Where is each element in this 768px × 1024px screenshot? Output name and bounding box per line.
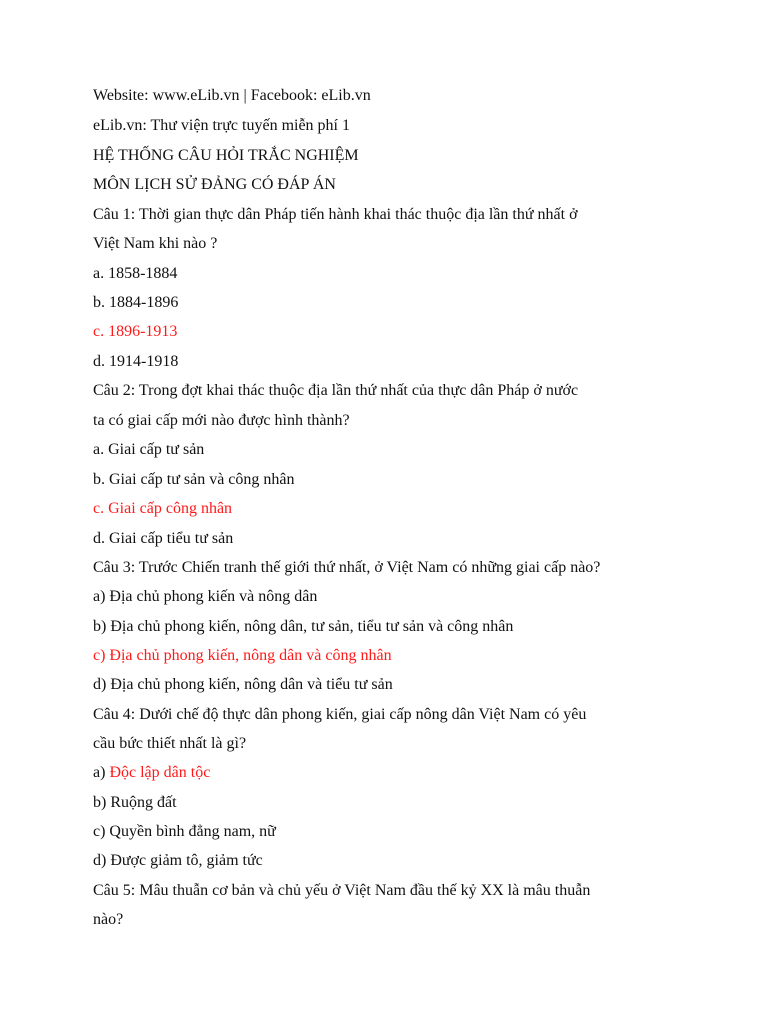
question-4-option-b: b) Ruộng đất [93,794,177,811]
question-5-line-1: Câu 5: Mâu thuẫn cơ bản và chủ yếu ở Việt Nam đầu thế kỷ XX là mâu thuẫn [93,882,591,899]
question-2-option-b: b. Giai cấp tư sản và công nhân [93,471,295,488]
question-1-option-c-correct: c. 1896-1913 [93,323,178,340]
question-3-option-d: d) Địa chủ phong kiến, nông dân và tiểu tư sản [93,676,393,693]
question-4-option-c: c) Quyền bình đẳng nam, nữ [93,823,276,840]
question-1-option-d: d. 1914-1918 [93,353,179,370]
document-title-line-2: MÔN LỊCH SỬ ĐẢNG CÓ ĐÁP ÁN [93,176,336,193]
question-4-option-d: d) Được giảm tô, giảm tức [93,852,263,869]
question-2-option-a: a. Giai cấp tư sản [93,441,205,458]
question-2-line-1: Câu 2: Trong đợt khai thác thuộc địa lần thứ nhất của thực dân Pháp ở nước [93,382,579,399]
question-3-option-b: b) Địa chủ phong kiến, nông dân, tư sản, tiểu tư sản và công nhân [93,618,514,635]
question-1-line-2: Việt Nam khi nào ? [93,235,218,252]
question-1-option-a: a. 1858-1884 [93,265,178,282]
question-4-line-1: Câu 4: Dưới chế độ thực dân phong kiến, giai cấp nông dân Việt Nam có yêu [93,706,587,723]
question-4-option-a-prefix: a) [93,764,106,781]
question-5-line-2: nào? [93,911,124,928]
website-line: Website: www.eLib.vn | Facebook: eLib.vn [93,87,371,104]
question-1-line-1: Câu 1: Thời gian thực dân Pháp tiến hành khai thác thuộc địa lần thứ nhất ở [93,206,578,223]
question-4-option-a-correct [93,763,210,783]
question-2-option-d: d. Giai cấp tiểu tư sản [93,530,234,547]
question-3-option-c-correct: c) Địa chủ phong kiến, nông dân và công nhân [93,647,392,664]
question-1-option-b: b. 1884-1896 [93,294,179,311]
library-line: eLib.vn: Thư viện trực tuyến miễn phí 1 [93,117,350,134]
question-2-option-c-correct: c. Giai cấp công nhân [93,500,233,517]
question-4-line-2: cầu bức thiết nhất là gì? [93,735,247,752]
question-3-line-1: Câu 3: Trước Chiến tranh thế giới thứ nhất, ở Việt Nam có những giai cấp nào? [93,559,601,576]
question-4-option-a-text: Độc lập dân tộc [105,764,211,781]
document-title-line-1: HỆ THỐNG CÂU HỎI TRẮC NGHIỆM [93,147,359,164]
question-3-option-a: a) Địa chủ phong kiến và nông dân [93,588,318,605]
question-2-line-2: ta có giai cấp mới nào được hình thành? [93,412,350,429]
